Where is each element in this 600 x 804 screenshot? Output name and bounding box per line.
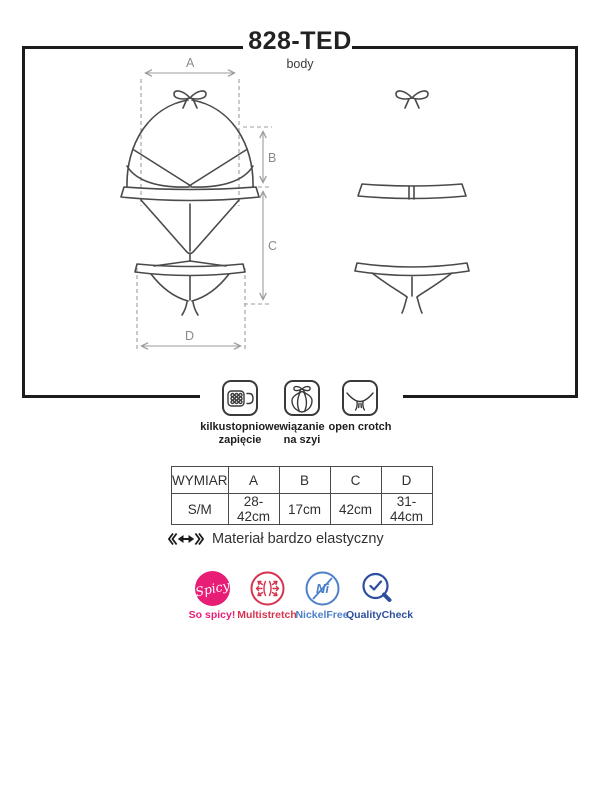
front-bra xyxy=(121,100,259,201)
front-neck-bow xyxy=(174,91,206,108)
back-band xyxy=(358,184,466,199)
badge-qualitycheck: QualityCheck xyxy=(346,571,408,621)
dimension-label-a: A xyxy=(186,56,195,70)
size-table-cell: 42cm xyxy=(330,494,381,525)
quality-check-icon xyxy=(360,571,395,606)
size-table-cell: 31-44cm xyxy=(381,494,432,525)
size-table xyxy=(171,466,433,525)
open-crotch-icon xyxy=(344,382,376,414)
dimension-label-c: C xyxy=(268,239,278,253)
size-table-header-row xyxy=(172,467,433,494)
front-straps xyxy=(141,200,239,266)
garment-front-view xyxy=(121,91,259,315)
feature-label-open-crotch: open crotch xyxy=(328,421,392,433)
stretch-arrows-icon xyxy=(168,531,204,547)
neck-tie-icon xyxy=(286,382,318,414)
badge-nickelfree: Ni NickelFree xyxy=(291,571,353,621)
badge-multistretch: Multistretch xyxy=(236,571,298,621)
badge-so-spicy: Spicy So spicy! xyxy=(181,571,243,621)
size-table-header-cell: D xyxy=(381,467,432,494)
front-panty xyxy=(135,264,245,315)
feature-box-neck-tie xyxy=(284,380,320,416)
back-neck-bow xyxy=(396,91,428,108)
size-table-cell: 28-42cm xyxy=(228,494,279,525)
spicy-badge-icon: Spicy xyxy=(195,571,230,606)
feature-box-open-crotch xyxy=(342,380,378,416)
product-type: body xyxy=(286,57,314,71)
material-note-text: Materiał bardzo elastyczny xyxy=(212,531,384,547)
size-table-cell: 17cm xyxy=(279,494,330,525)
dimension-label-d: D xyxy=(185,329,195,343)
nickel-free-icon xyxy=(305,571,340,606)
size-table-header-cell: B xyxy=(279,467,330,494)
feature-label-clasp: kilkustopniowe zapięcie xyxy=(200,421,280,446)
dimension-label-b: B xyxy=(268,151,277,165)
multi-hook-clasp-icon xyxy=(224,382,256,414)
svg-text:Ni: Ni xyxy=(315,581,329,596)
feature-box-clasp xyxy=(222,380,258,416)
size-table-data-row xyxy=(172,494,433,525)
size-table-header-cell: A xyxy=(228,467,279,494)
size-table-header-cell: C xyxy=(330,467,381,494)
feature-label-neck-tie: wiązanie na szyi xyxy=(279,421,325,446)
garment-back-view xyxy=(355,91,469,313)
size-table-header-cell: WYMIAR xyxy=(172,467,229,494)
back-panty xyxy=(355,263,469,313)
size-table-cell: S/M xyxy=(172,494,229,525)
material-note xyxy=(168,531,384,547)
multistretch-icon xyxy=(250,571,285,606)
product-code: 828-TED xyxy=(248,27,352,55)
